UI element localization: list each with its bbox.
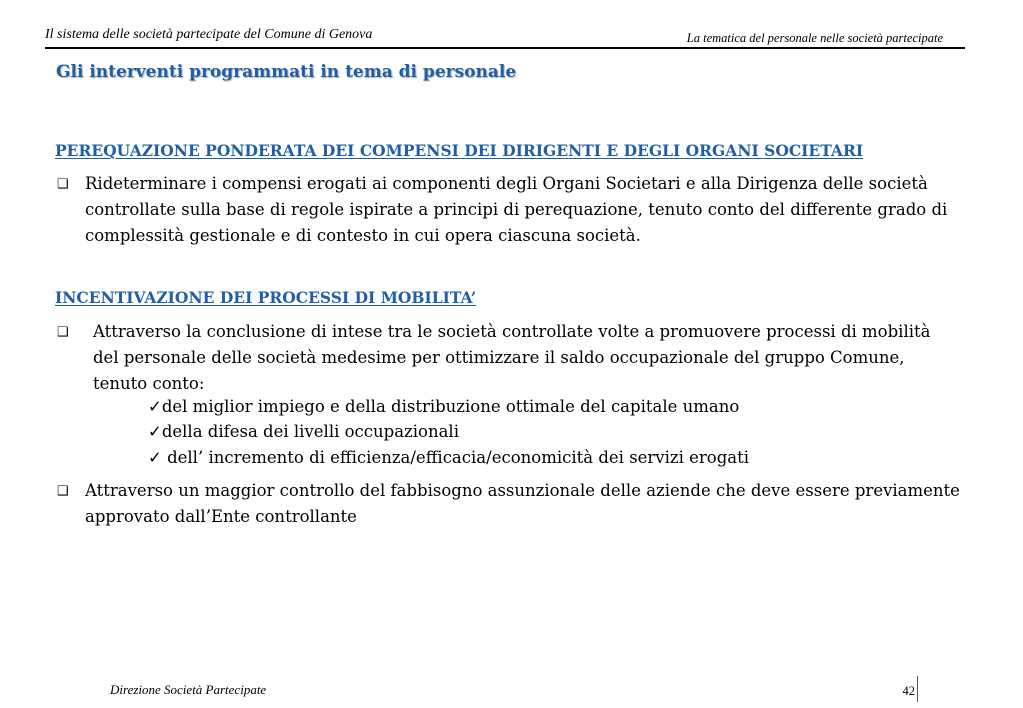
page-number: 42 <box>902 684 915 698</box>
square-bullet-icon: ❑ <box>57 177 69 192</box>
page-number-divider <box>917 676 918 702</box>
header-divider <box>45 47 965 49</box>
section1-bullet-text: Rideterminare i compensi erogati ai componenti degli Organi Societari e alla Dirigenza delle società controllate sulla base di regole ispirate a principi di perequazione, tenuto conto del differente grado di complessità gestionale e di contesto in cui opera ciascuna società. <box>85 174 948 245</box>
check-item-efficienza: ✓ dell’ incremento di efficienza/efficacia/economicità dei servizi erogati <box>148 448 750 467</box>
section2-bullet2-text: Attraverso un maggior controllo del fabbisogno assunzionale delle aziende che deve essere previamente approvato dall’Ente controllante <box>85 481 960 526</box>
square-bullet-icon: ❑ <box>57 325 69 340</box>
square-bullet-icon: ❑ <box>57 484 69 499</box>
check-item-capitale-umano: ✓del miglior impiego e della distribuzione ottimale del capitale umano <box>148 397 740 416</box>
header-right-text: La tematica del personale nelle società partecipate <box>686 31 943 45</box>
footer-department: Direzione Società Partecipate <box>110 682 267 697</box>
section-heading-perequazione: PEREQUAZIONE PONDERATA DEI COMPENSI DEI DIRIGENTI E DEGLI ORGANI SOCIETARI <box>55 141 864 160</box>
page-title: Gli interventi programmati in tema di personale <box>56 62 517 82</box>
check-item-livelli-occupazionali: ✓della difesa dei livelli occupazionali <box>148 422 459 441</box>
section2-bullet1-text: Attraverso la conclusione di intese tra le società controllate volte a promuovere processi di mobilità del personale delle società medesime per ottimizzare il saldo occupazionale del gruppo Comune, tenuto conto: <box>93 322 931 393</box>
header-left-text: Il sistema delle società partecipate del Comune di Genova <box>45 27 373 42</box>
section-heading-mobilita: INCENTIVAZIONE DEI PROCESSI DI MOBILITA’ <box>55 288 477 307</box>
